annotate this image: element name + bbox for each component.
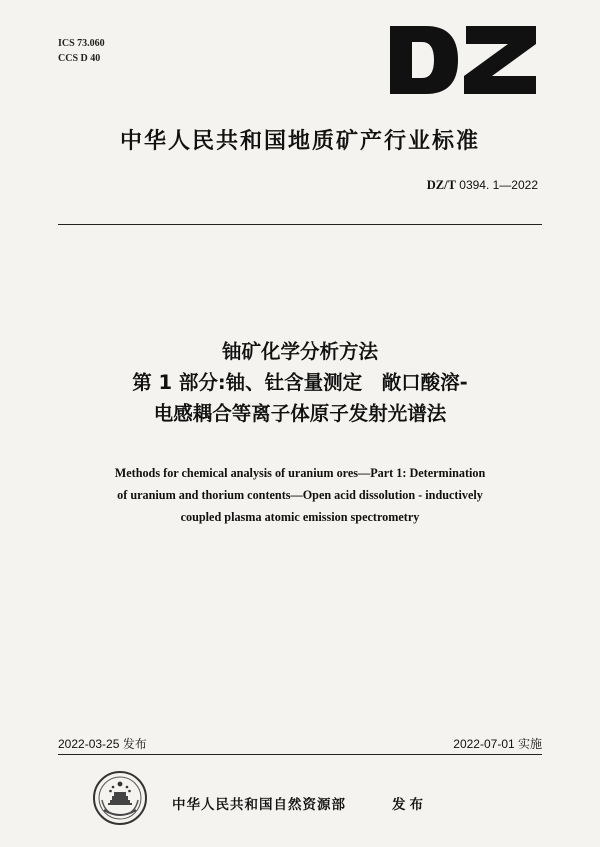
chinese-title [0, 336, 600, 429]
implementation-date: 2022-07-01 实施 [453, 737, 542, 751]
top-divider [58, 224, 542, 225]
dz-logo [388, 24, 538, 96]
chinese-title-line-1: 铀矿化学分析方法 [221, 340, 378, 363]
standard-prefix: DZ/T [426, 178, 456, 192]
issue-date: 2022-03-25 发布 [58, 737, 147, 751]
standard-code: 0394. 1—2022 [459, 178, 538, 192]
ics-code: ICS 73.060 [58, 38, 105, 49]
issuing-standard-category: 中华人民共和国地质矿产行业标准 [119, 129, 480, 154]
english-title [0, 462, 600, 528]
chinese-title-line-3: 电感耦合等离子体原子发射光谱法 [153, 402, 447, 425]
ccs-code: CCS D 40 [58, 53, 101, 64]
chinese-title-line-2: 第 1 部分:铀、钍含量测定 敞口酸溶- [132, 371, 468, 394]
national-emblem-icon [92, 770, 148, 826]
standard-number [427, 178, 538, 193]
classification-codes [58, 36, 105, 66]
publisher-name: 中华人民共和国自然资源部 [172, 797, 346, 813]
english-title-line-2: of uranium and thorium contents—Open acid dissolution - inductively [117, 488, 483, 502]
english-title-line-1: Methods for chemical analysis of uranium ores—Part 1: Determination [114, 466, 486, 480]
publish-label: 发布 [392, 797, 427, 813]
english-title-line-3: coupled plasma atomic emission spectrometry [180, 510, 420, 524]
bottom-divider [58, 754, 542, 755]
